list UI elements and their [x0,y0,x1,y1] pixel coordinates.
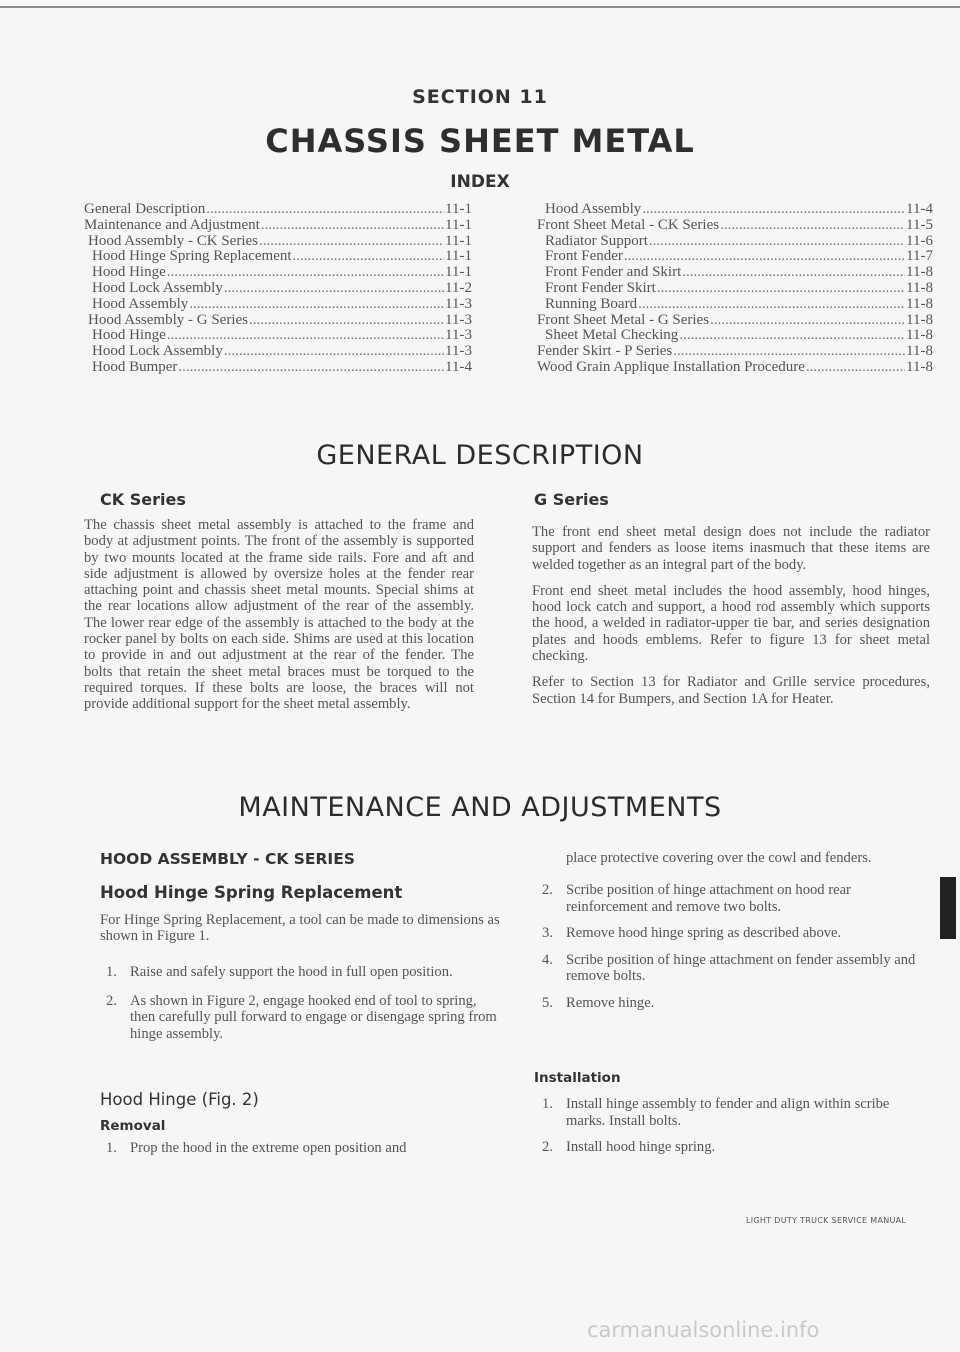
step-number: 1. [106,1140,117,1156]
index-leader-dots [293,249,445,265]
index-leader-dots [167,265,444,281]
index-entry-page: 11-3 [445,311,472,328]
index-leader-dots [261,218,444,234]
step-number: 2. [542,882,553,898]
ck-series-heading: CK Series [100,490,186,509]
spring-intro: For Hinge Spring Replacement, a tool can be made to dimensions as shown in Figure 1. [100,912,500,945]
index-entry [84,297,472,313]
index-leader-dots [657,281,905,297]
index-entry-label: Hood Assembly - G Series [88,311,248,328]
step-text: Install hinge assembly to fender and align within scribe marks. Install bolts. [566,1096,890,1129]
step-text: Raise and safely support the hood in full open position. [130,964,453,980]
index-leader-dots [806,360,905,376]
installation-step-1 [536,1096,932,1129]
hood-hinge-heading: Hood Hinge (Fig. 2) [100,1090,259,1109]
index-entry-label: Maintenance and Adjustment [84,216,260,233]
index-entry [537,360,933,376]
index-entry [537,202,933,218]
index-entry-label: Hood Lock Assembly [92,279,223,296]
removal-step-3 [536,925,932,942]
index-entry-page: 11-3 [445,327,472,344]
index-right-column [537,202,933,376]
index-entry-label: Hood Hinge [92,264,166,281]
step-number: 2. [542,1139,553,1155]
step-number: 3. [542,925,553,941]
index-leader-dots [259,234,444,250]
index-entry-label: General Description [84,201,206,217]
index-entry-label: Hood Assembly [92,295,189,312]
index-leader-dots [682,265,905,281]
index-entry-label: Hood Hinge [92,327,166,344]
index-leader-dots [224,281,444,297]
index-left-column [84,202,472,376]
index-entry [84,313,472,329]
index-leader-dots [178,360,444,376]
index-entry-label: Hood Hinge Spring Replacement [92,248,292,265]
index-entry-page: 11-3 [445,343,472,360]
installation-step-2 [536,1139,932,1156]
index-entry-label: Hood Assembly [545,201,642,217]
step-text: Install hood hinge spring. [566,1139,716,1155]
section-tab-marker [940,877,956,939]
removal-step-1 [100,1140,500,1157]
index-entry-page: 11-8 [906,311,933,328]
index-leader-dots [679,328,905,344]
page-footer: LIGHT DUTY TRUCK SERVICE MANUAL [746,1216,907,1225]
index-leader-dots [224,344,444,360]
general-description-heading: GENERAL DESCRIPTION [316,440,644,471]
index-entry-page: 11-1 [445,264,472,281]
index-entry [537,249,933,265]
index-entry-page: 11-8 [906,264,933,281]
g-series-text [532,524,930,717]
index-entry-label: Hood Bumper [92,358,178,375]
spring-step-2 [100,993,500,1043]
index-entry-label: Front Sheet Metal - G Series [537,311,710,328]
index-leader-dots [673,344,905,360]
index-entry-page: 11-8 [906,327,933,344]
step-number: 2. [106,992,117,1009]
step-text: Scribe position of hinge attachment on hood rear reinforcement and remove two bolts. [566,882,851,915]
index-leader-dots [638,297,905,313]
index-entry [537,313,933,329]
g-series-paragraph-3: Refer to Section 13 for Radiator and Grille service procedures, Section 14 for Bumpers, and Section 1A for Heater. [532,674,930,707]
index-entry-page: 11-7 [906,248,933,265]
index-entry [84,202,472,218]
index-entry [537,297,933,313]
index-entry-label: Hood Assembly - CK Series [88,232,258,249]
index-entry-label: Radiator Support [545,232,648,249]
index-entry [84,249,472,265]
index-entry-label: Hood Lock Assembly [92,343,223,360]
index-leader-dots [710,313,905,329]
spring-step-1 [100,964,500,981]
index-entry [537,328,933,344]
hood-hinge-spring-heading: Hood Hinge Spring Replacement [100,883,403,902]
index-entry-page: 11-5 [906,216,933,233]
index-entry-label: Front Fender [545,248,623,265]
index-entry-page: 11-6 [906,232,933,249]
page-title: CHASSIS SHEET METAL [265,122,695,160]
step-text: Scribe position of hinge attachment on fender assembly and remove bolts. [566,951,916,984]
index-entry [84,281,472,297]
step-number: 4. [542,951,553,968]
index-entry [84,344,472,360]
index-leader-dots [206,202,444,218]
index-entry [537,234,933,250]
index-entry [84,265,472,281]
index-entry-page: 11-8 [906,358,933,375]
removal-step-2 [536,882,932,915]
index-entry-page: 11-2 [445,279,472,296]
index-leader-dots [189,297,444,313]
index-entry [537,218,933,234]
step-text: As shown in Figure 2, engage hooked end of tool to spring, then carefully pull forward to engage or disengage spring from hinge assembly. [130,992,497,1042]
index-entry [84,328,472,344]
index-leader-dots [649,234,905,250]
step-text: Remove hinge. [566,994,655,1011]
index-entry [84,360,472,376]
index-entry [537,344,933,360]
index-leader-dots [167,328,444,344]
maintenance-heading: MAINTENANCE AND ADJUSTMENTS [238,792,722,823]
step-number: 5. [542,994,553,1011]
step-text: Prop the hood in the extreme open position and [130,1140,407,1156]
removal-step-4 [536,952,932,985]
index-entry-label: Front Fender Skirt [545,279,656,296]
index-entry-page: 11-3 [445,295,472,312]
index-leader-dots [624,249,905,265]
installation-steps [536,1096,932,1166]
section-number: SECTION 11 [412,86,548,108]
index-entry [84,218,472,234]
index-entry-label: Fender Skirt - P Series [537,343,673,360]
index-heading: INDEX [450,172,510,192]
step-number: 1. [106,964,117,980]
index-leader-dots [249,313,444,329]
removal-step-5 [536,995,932,1012]
ck-series-paragraph: The chassis sheet metal assembly is attached to the frame and body at adjustment points. The front of the assembly is supported by two mounts located at the frame side rails. Fore and aft and side adjustment is allowed by oversize holes at the fender rear attaching point and chassis sheet metal mounts. Special shims at the rear locations allow adjustment of the rear of the assembly. The lower rear edge of the assembly is attached to the body at the rocker panel by bolts on each side. Shims are used at this location to provide in and out adjustment at the rear of the fender. The bolts that retain the sheet metal braces must be torqued to the required torques. If these bolts are loose, the braces will not provide additional support for the sheet metal assembly. [84,517,474,713]
index-entry-page: 11-8 [906,343,933,360]
g-series-paragraph-1: The front end sheet metal design does not include the radiator support and fenders as loose items inasmuch that these items are welded together as an integral part of the body. [532,524,930,573]
index-entry-page: 11-1 [445,201,472,217]
index-entry-page: 11-8 [906,295,933,312]
step-text: Remove hood hinge spring as described above. [566,925,842,941]
ck-series-text [84,517,474,723]
removal-heading: Removal [100,1118,166,1134]
index-entry-label: Sheet Metal Checking [545,327,679,344]
index-entry-page: 11-1 [445,232,472,249]
removal-step-1-container [100,1140,500,1167]
spring-steps [100,964,500,1052]
top-rule [0,6,960,8]
index-entry-label: Wood Grain Applique Installation Procedure [537,358,805,375]
installation-heading: Installation [534,1070,621,1086]
step-number: 1. [542,1096,553,1112]
index-entry-page: 11-8 [906,279,933,296]
index-entry [537,265,933,281]
index-entry-page: 11-1 [445,248,472,265]
g-series-paragraph-2: Front end sheet metal includes the hood assembly, hood hinges, hood lock catch and support, a hood rod assembly which supports the hood, a welded in radiator-upper tie bar, and series designation plates and hoods emblems. Refer to figure 13 for sheet metal checking. [532,582,930,665]
index-entry [84,234,472,250]
hood-assembly-ck-heading: HOOD ASSEMBLY - CK SERIES [100,850,355,868]
index-entry-page: 11-4 [445,358,472,375]
index-entry [537,281,933,297]
index-entry-page: 11-1 [445,216,472,233]
index-entry-page: 11-4 [906,201,933,217]
index-entry-label: Front Sheet Metal - CK Series [537,216,720,233]
index-leader-dots [720,218,905,234]
removal-step-1-continued: place protective covering over the cowl and fenders. [566,850,872,866]
index-entry-label: Front Fender and Skirt [545,264,682,281]
index-leader-dots [642,202,905,218]
watermark: carmanualsonline.info [587,1318,820,1342]
index-entry-label: Running Board [545,295,638,312]
removal-steps-right [536,882,932,1021]
g-series-heading: G Series [534,490,609,509]
